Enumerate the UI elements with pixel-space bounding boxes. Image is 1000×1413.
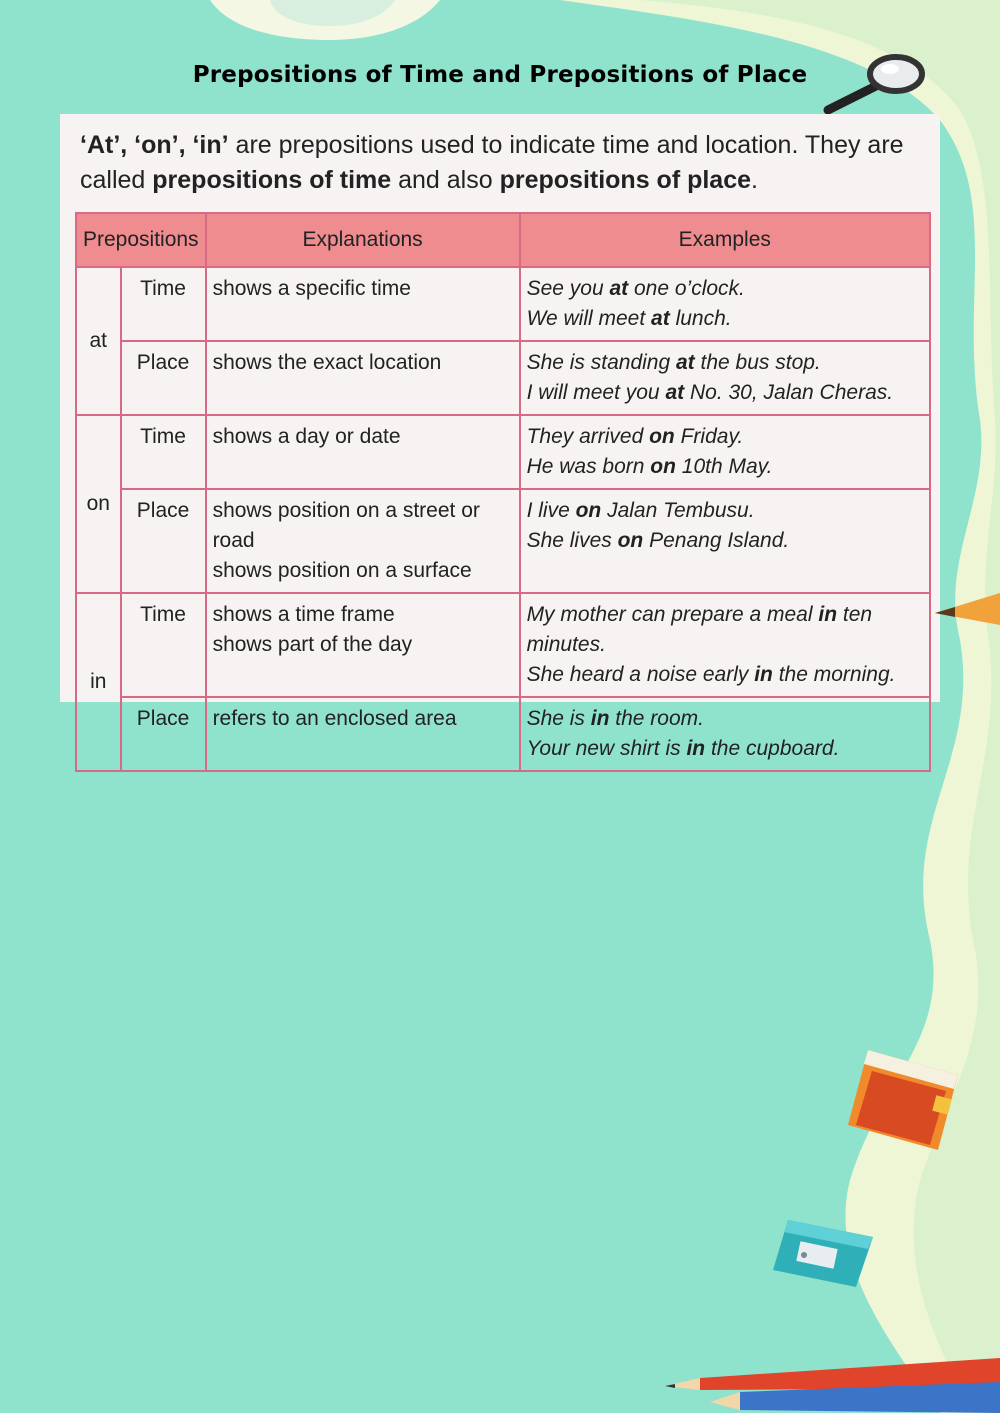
table-row — [76, 415, 930, 489]
explanation-cell — [206, 697, 520, 771]
page-title: Prepositions of Time and Prepositions of Place — [192, 62, 808, 88]
example-line: She is standing at the bus stop. — [526, 351, 821, 374]
preposition-at: at — [76, 267, 121, 415]
table-row — [76, 489, 930, 593]
explanation-line: shows a specific time — [212, 277, 411, 300]
intro-prepositions: ‘At’, ‘on’, ‘in’ — [80, 131, 229, 159]
intro-end: . — [751, 166, 758, 194]
prepositions-table — [75, 212, 931, 772]
example-line: My mother can prepare a meal in ten minutes. — [526, 603, 873, 656]
header-prepositions: Prepositions — [76, 213, 206, 267]
header-explanations: Explanations — [206, 213, 520, 267]
example-line: She is in the room. — [526, 707, 704, 730]
pencils-icon — [660, 1358, 1000, 1413]
example-line: I will meet you at No. 30, Jalan Cheras. — [526, 381, 894, 404]
example-line: She heard a noise early in the morning. — [526, 663, 896, 686]
explanation-line: shows the exact location — [212, 351, 442, 374]
intro-middle: are prepositions used to indicate time and location. They are called — [80, 131, 904, 194]
example-line: They arrived on Friday. — [526, 425, 744, 448]
examples-cell — [520, 341, 930, 415]
kind-cell: Time — [121, 593, 206, 697]
explanation-cell — [206, 267, 520, 341]
intro-and: and also — [391, 166, 500, 194]
pencil-tip-icon — [935, 585, 1000, 635]
explanation-cell — [206, 415, 520, 489]
examples-cell — [520, 697, 930, 771]
explanation-line: shows part of the day — [212, 633, 413, 656]
kind-cell: Time — [121, 415, 206, 489]
preposition-in: in — [76, 593, 121, 771]
example-line: See you at one o’clock. — [526, 277, 745, 300]
examples-cell — [520, 489, 930, 593]
table-row — [76, 267, 930, 341]
examples-cell — [520, 415, 930, 489]
kind-cell: Place — [121, 341, 206, 415]
intro-place-term: prepositions of place — [499, 166, 752, 194]
preposition-on: on — [76, 415, 121, 593]
example-line: She lives on Penang Island. — [526, 529, 790, 552]
sharpener-icon — [768, 1215, 878, 1290]
explanation-line: shows a day or date — [212, 425, 401, 448]
explanation-line: shows position on a surface — [212, 559, 472, 582]
kind-cell: Place — [121, 489, 206, 593]
kind-cell: Time — [121, 267, 206, 341]
explanation-cell — [206, 341, 520, 415]
explanation-cell — [206, 593, 520, 697]
magnifier-icon — [818, 52, 928, 122]
example-line: He was born on 10th May. — [526, 455, 773, 478]
examples-cell — [520, 267, 930, 341]
explanation-line: shows a time frame — [212, 603, 395, 626]
textbook-excerpt — [60, 114, 940, 760]
table-header-row — [76, 213, 930, 267]
book-icon — [838, 1045, 963, 1160]
example-line: We will meet at lunch. — [526, 307, 732, 330]
explanation-line: shows position on a street or road — [212, 499, 480, 552]
table-row — [76, 697, 930, 771]
header-examples: Examples — [520, 213, 930, 267]
example-line: I live on Jalan Tembusu. — [526, 499, 755, 522]
example-line: Your new shirt is in the cupboard. — [526, 737, 840, 760]
table-row — [76, 593, 930, 697]
kind-cell: Place — [121, 697, 206, 771]
examples-cell — [520, 593, 930, 697]
intro-text — [80, 128, 920, 198]
explanation-cell — [206, 489, 520, 593]
table-row — [76, 341, 930, 415]
intro-time-term: prepositions of time — [152, 166, 392, 194]
explanation-line: refers to an enclosed area — [212, 707, 457, 730]
